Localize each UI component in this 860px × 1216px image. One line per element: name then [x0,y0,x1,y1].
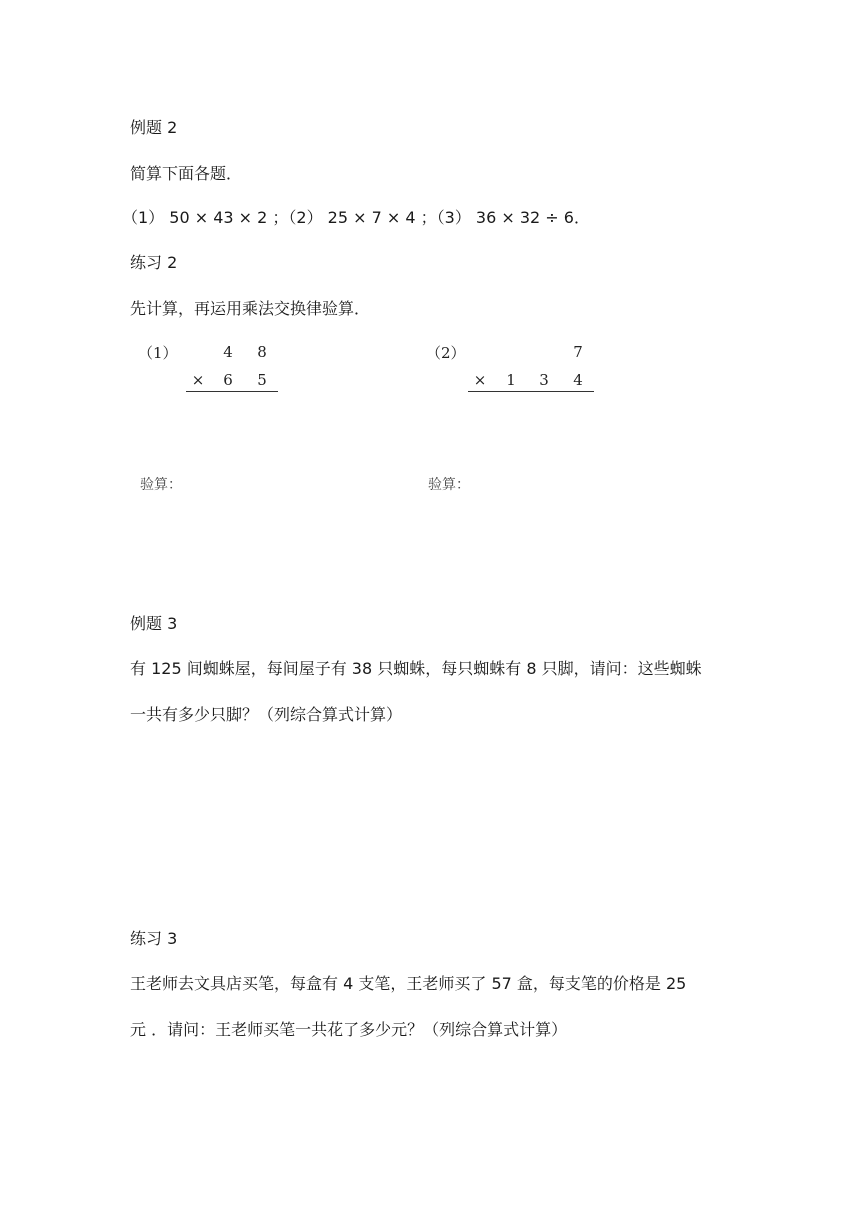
calc-2-bottom-digit: 1 [506,371,516,389]
calc-2-bottom-digit: 3 [539,371,549,389]
example-2-instruction: 简算下面各题． [130,164,243,183]
example-2-problems: （1） 50 × 43 × 2 ；（2） 25 × 7 × 4 ；（3） 36 × 32 ÷ 6． [122,208,590,227]
example-3-heading: 例题 3 [130,614,178,633]
practice-3-heading: 练习 3 [130,929,178,948]
calc-1-bottom-digit: 6 [223,371,233,389]
calc-1-bottom-digit: 5 [257,371,267,389]
practice-3-line-1: 王老师去文具店买笔，每盒有 4 支笔，王老师买了 57 盒，每支笔的价格是 25 [130,974,687,993]
calc-1-top-digit: 4 [223,343,233,361]
calc-2-check-label: 验算： [428,477,470,493]
calc-2-operator: × [473,371,487,389]
calc-1-rule [186,391,278,392]
example-3-line-2: 一共有多少只脚？（列综合算式计算） [130,705,403,724]
calc-2-bottom-digit: 4 [573,371,583,389]
calc-2-top-digit: 7 [573,343,583,361]
calc-1-top-digit: 8 [257,343,267,361]
example-3-line-1: 有 125 间蜘蛛屋，每间屋子有 38 只蜘蛛，每只蜘蛛有 8 只脚，请问：这些蜘蛛 [130,659,702,678]
calc-1-operator: × [191,371,205,389]
example-2-heading: 例题 2 [130,118,178,137]
calc-2-rule [468,391,594,392]
practice-3-line-2: 元 ．请问：王老师买笔一共花了多少元？（列综合算式计算） [130,1020,568,1039]
calc-1-check-label: 验算： [140,477,182,493]
calc-2-label: （2） [426,344,466,362]
calc-1-label: （1） [138,344,178,362]
practice-2-instruction: 先计算，再运用乘法交换律验算． [130,299,371,318]
practice-2-heading: 练习 2 [130,253,178,272]
